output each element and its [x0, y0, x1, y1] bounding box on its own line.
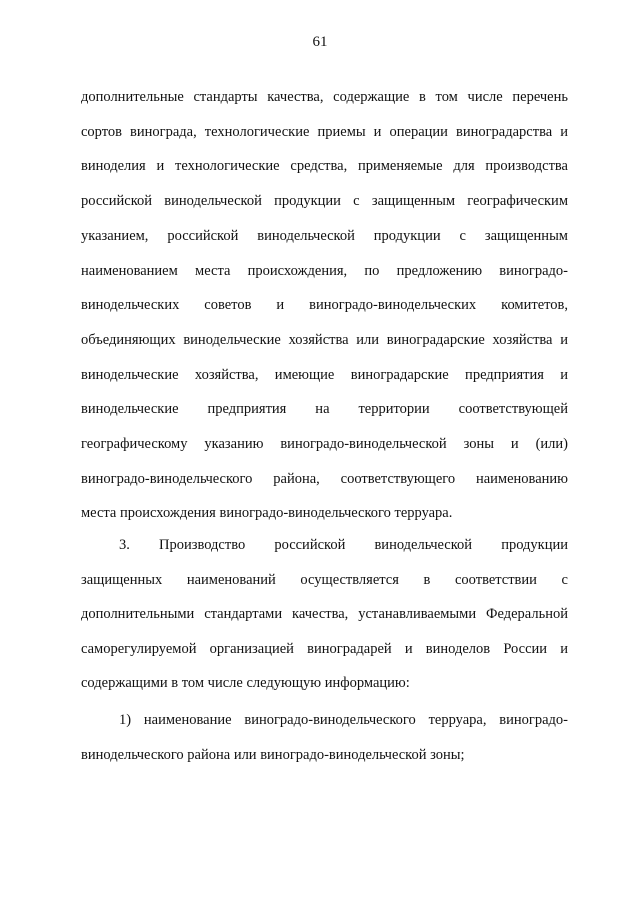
text-line: наименованием места происхождения, по предложению виноградо- — [81, 262, 568, 279]
text-line: географическому указанию виноградо-винодельческой зоны и (или) — [81, 436, 568, 453]
text-line: 1) наименование виноградо-винодельческого терруара, виноградо- — [119, 712, 568, 728]
text-line: виноделия и технологические средства, применяемые для производства — [81, 158, 568, 175]
text-line: российской винодельческой продукции с защищенным географическим — [81, 193, 568, 210]
text-line: винодельческие предприятия на территории соответствующей — [81, 401, 568, 418]
paragraph-subitem-1 — [81, 703, 568, 772]
text-line: защищенных наименований осуществляется в соответствии с — [81, 571, 568, 588]
text-line: винодельческих советов и виноградо-винодельческих комитетов, — [81, 297, 568, 314]
text-line: объединяющих винодельческие хозяйства или виноградарские хозяйства и — [81, 331, 568, 348]
text-line: указанием, российской винодельческой продукции с защищенным — [81, 227, 568, 244]
page-number: 61 — [312, 34, 328, 50]
text-line: саморегулируемой организацией виноградарей и виноделов России и — [81, 640, 568, 657]
text-line: содержащими в том числе следующую информацию: — [81, 675, 410, 692]
text-line: 3. Производство российской винодельческой продукции — [119, 537, 568, 553]
text-line: дополнительными стандартами качества, устанавливаемыми Федеральной — [81, 606, 568, 623]
paragraph-item-3 — [81, 528, 568, 701]
paragraph-quality-standards — [81, 80, 568, 531]
text-line: сортов винограда, технологические приемы и операции виноградарства и — [81, 123, 568, 140]
text-line: винодельческого района или виноградо-винодельческой зоны; — [81, 746, 465, 763]
text-line: винодельческие хозяйства, имеющие виноградарские предприятия и — [81, 366, 568, 383]
text-line: места происхождения виноградо-винодельческого терруара. — [81, 505, 453, 522]
text-line: виноградо-винодельческого района, соответствующего наименованию — [81, 470, 568, 487]
text-line: дополнительные стандарты качества, содержащие в том числе перечень — [81, 89, 568, 105]
